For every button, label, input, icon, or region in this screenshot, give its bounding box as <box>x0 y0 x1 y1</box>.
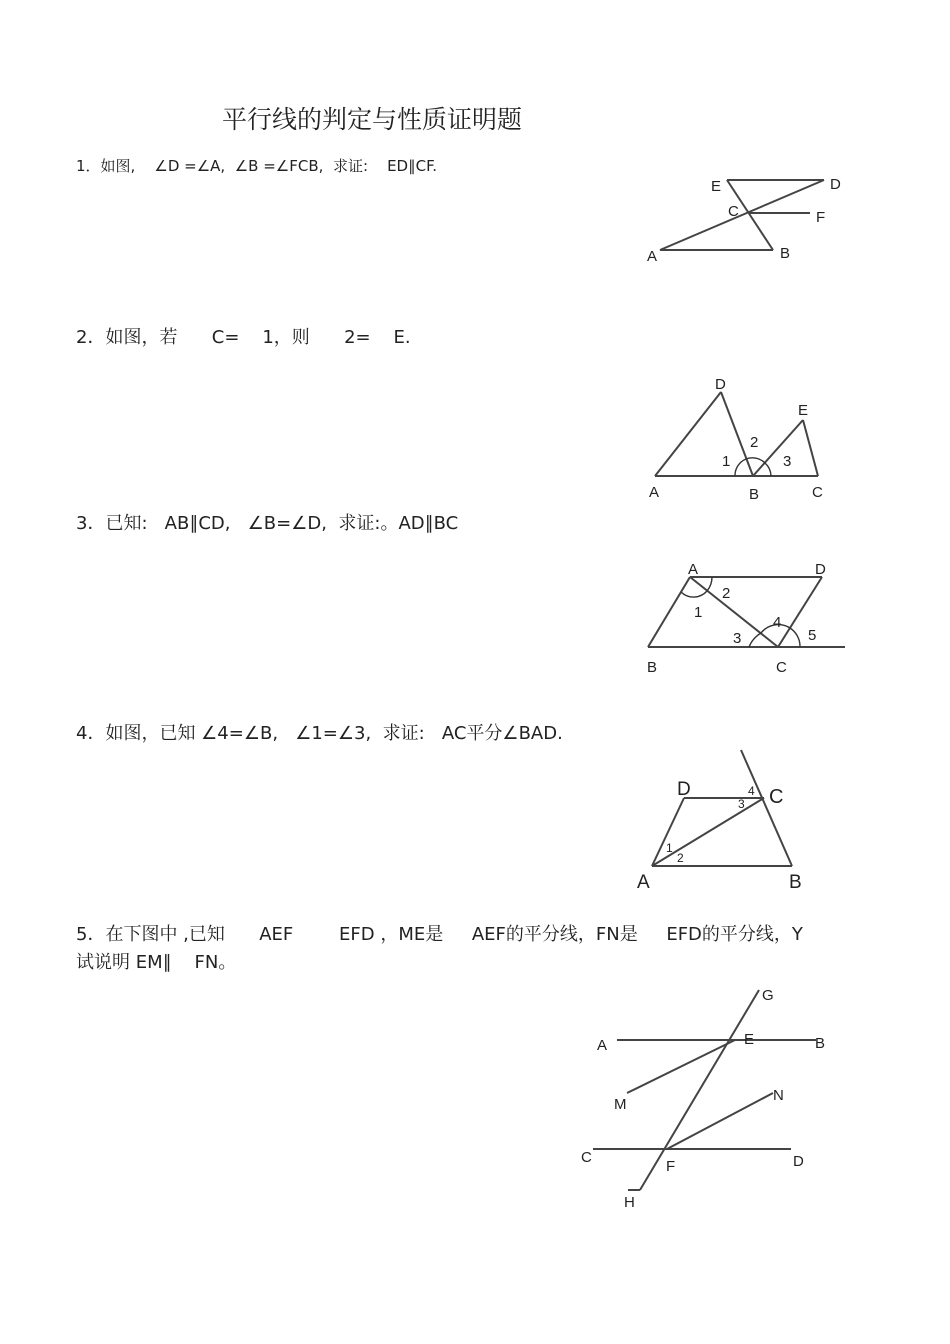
label-e: E <box>744 1031 755 1048</box>
angle-label-3: 3 <box>738 797 745 811</box>
question-text: 如图, ∠D =∠A, ∠B =∠FCB, 求证: ED∥CF. <box>100 157 438 175</box>
question-number: 5． <box>76 924 106 945</box>
label-b: B <box>780 245 791 262</box>
angle-label-1: 1 <box>666 841 673 855</box>
label-b: B <box>647 659 658 676</box>
question-number: 4． <box>76 723 106 744</box>
angle-label-4: 4 <box>748 784 755 798</box>
label-d: D <box>715 376 726 393</box>
label-a: A <box>637 872 650 893</box>
line-gh <box>640 990 759 1190</box>
label-c: C <box>776 659 787 676</box>
page-title: 平行线的判定与性质证明题 <box>222 105 523 134</box>
ray-fn <box>667 1093 773 1149</box>
label-d: D <box>793 1153 804 1170</box>
label-a: A <box>688 561 699 578</box>
angle-label-2: 2 <box>677 851 684 865</box>
label-m: M <box>614 1096 627 1113</box>
label-n: N <box>773 1087 784 1104</box>
question-5-line2: 试说明 EM∥ FN。 <box>76 952 237 973</box>
label-b: B <box>815 1035 826 1052</box>
label-b: B <box>749 486 760 503</box>
angle-label-1: 1 <box>722 453 731 470</box>
label-e: E <box>798 402 809 419</box>
label-e: E <box>711 178 722 195</box>
label-c: C <box>769 786 784 808</box>
question-number: 2． <box>76 327 106 348</box>
label-f: F <box>666 1158 676 1175</box>
question-text: 在下图中 ,已知 AEF EFD ，ME是 AEF的平分线，FN是 EFD的平分线，Y <box>105 924 803 945</box>
angle-label-3: 3 <box>783 453 792 470</box>
angle-label-5: 5 <box>808 627 817 644</box>
angle-label-1: 1 <box>694 604 703 621</box>
label-a: A <box>597 1037 608 1054</box>
label-a: A <box>647 248 658 265</box>
label-c: C <box>812 484 823 501</box>
angle-label-2: 2 <box>722 585 731 602</box>
label-c: C <box>728 203 739 220</box>
label-a: A <box>649 484 660 501</box>
label-f: F <box>816 209 826 226</box>
question-number: 1． <box>76 157 101 175</box>
label-d: D <box>677 779 691 800</box>
label-c: C <box>581 1149 592 1166</box>
label-d: D <box>815 561 826 578</box>
label-d: D <box>830 176 841 193</box>
question-number: 3． <box>76 513 106 534</box>
label-b: B <box>789 872 802 893</box>
question-text: 如图，已知 ∠4=∠B, ∠1=∠3, 求证: AC平分∠BAD. <box>105 723 563 744</box>
question-text: 已知: AB∥CD, ∠B=∠D, 求证:。AD∥BC <box>105 513 459 534</box>
angle-label-2: 2 <box>750 434 759 451</box>
label-g: G <box>762 987 774 1004</box>
question-text: 如图，若 C= 1，则 2= E. <box>105 327 411 348</box>
label-h: H <box>624 1194 635 1211</box>
angle-label-4: 4 <box>773 614 782 631</box>
angle-label-3: 3 <box>733 630 742 647</box>
ray-em <box>627 1040 735 1093</box>
